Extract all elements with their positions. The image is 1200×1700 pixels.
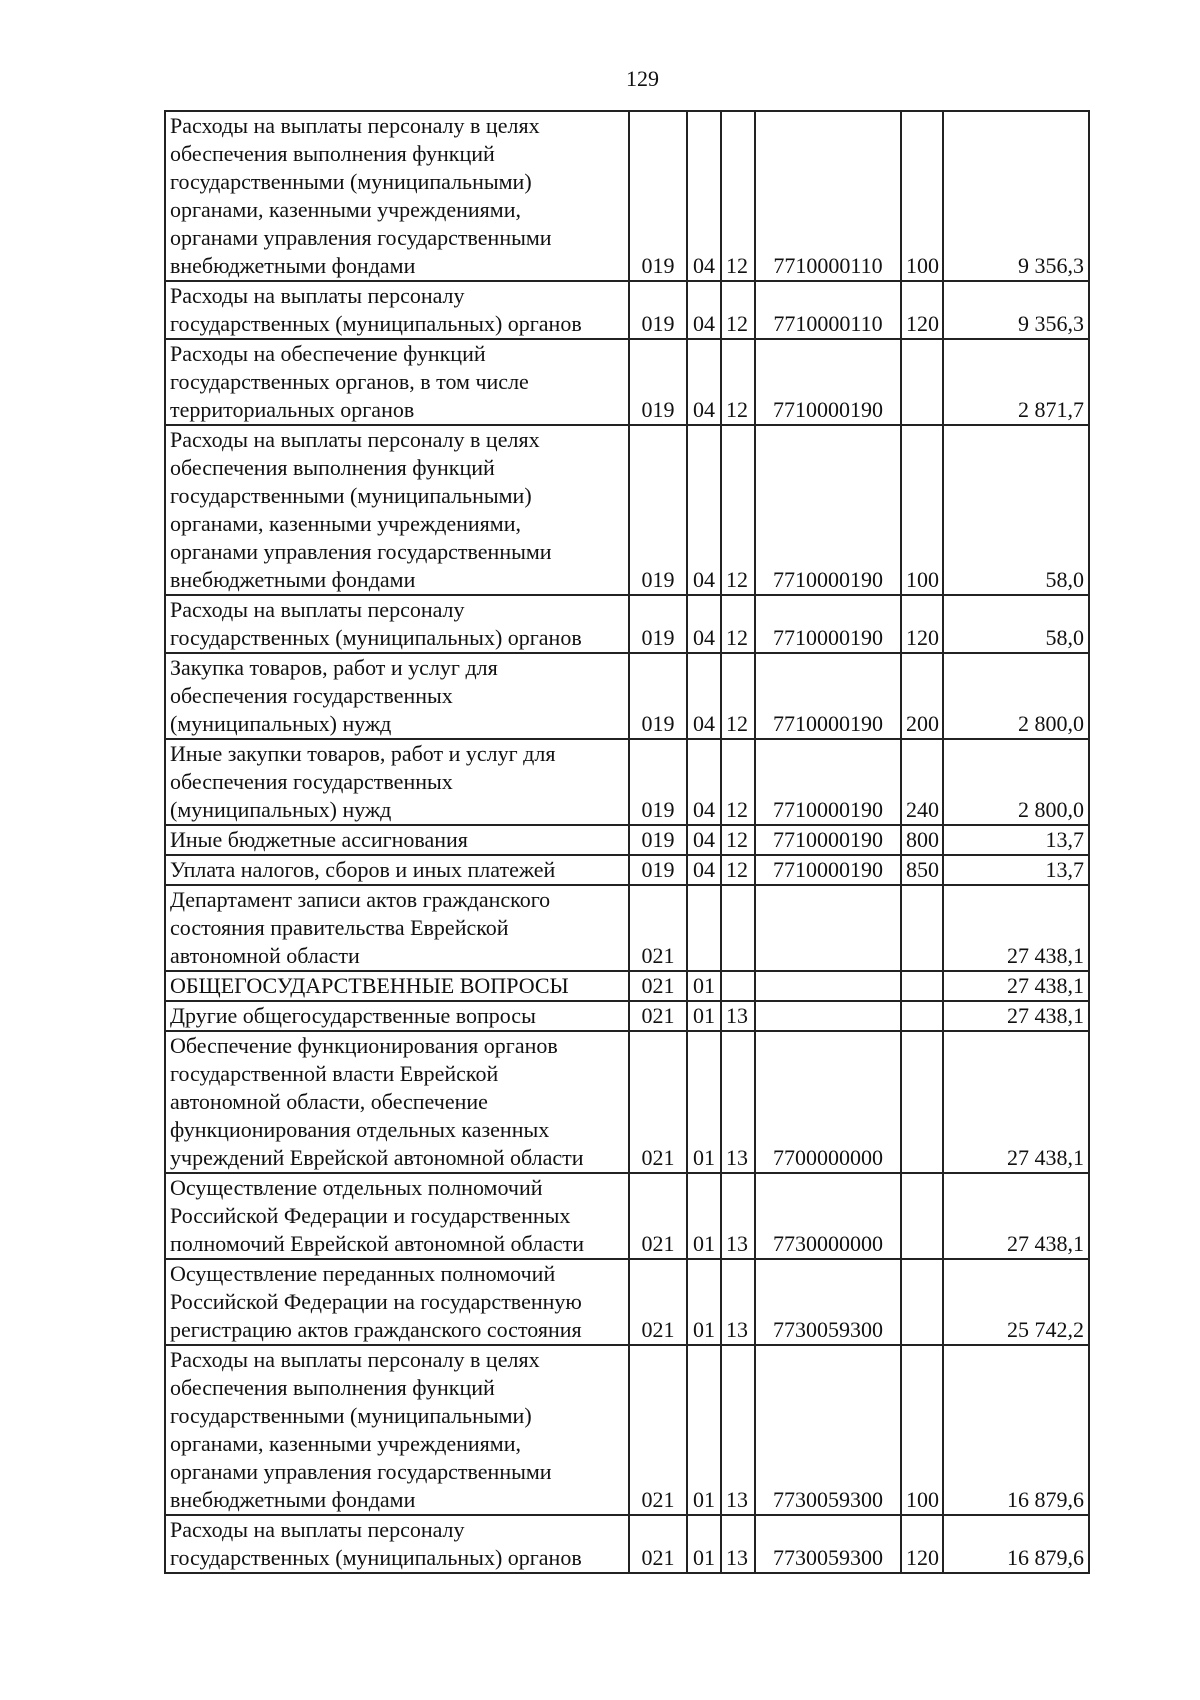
cell-target-article-code	[755, 971, 901, 1001]
table-row	[165, 1173, 1089, 1259]
cell-amount: 58,0	[943, 595, 1089, 653]
cell-amount: 27 438,1	[943, 885, 1089, 971]
table-row	[165, 739, 1089, 825]
cell-name: Иные бюджетные ассигнования	[165, 825, 629, 855]
cell-name: Осуществление переданных полномочий Российской Федерации на государственную регистрацию актов гражданского состояния	[165, 1259, 629, 1345]
cell-section-code: 04	[687, 111, 721, 281]
cell-expense-type-code	[901, 339, 943, 425]
cell-name: Расходы на выплаты персоналу в целях обеспечения выполнения функций государственными (муниципальными) органами, казенными учреждениями, органами управления государственными внебюджетными фондами	[165, 111, 629, 281]
cell-ved-code: 019	[629, 653, 687, 739]
cell-expense-type-code: 200	[901, 653, 943, 739]
cell-expense-type-code	[901, 1259, 943, 1345]
cell-name: Расходы на обеспечение функций государственных органов, в том числе территориальных органов	[165, 339, 629, 425]
cell-amount: 13,7	[943, 855, 1089, 885]
cell-ved-code: 019	[629, 855, 687, 885]
cell-name: Расходы на выплаты персоналу государственных (муниципальных) органов	[165, 1515, 629, 1573]
cell-subsection-code: 13	[721, 1031, 755, 1173]
cell-expense-type-code: 100	[901, 1345, 943, 1515]
cell-amount: 9 356,3	[943, 281, 1089, 339]
cell-amount: 27 438,1	[943, 1173, 1089, 1259]
table-row	[165, 339, 1089, 425]
cell-subsection-code	[721, 885, 755, 971]
cell-name: Расходы на выплаты персоналу государственных (муниципальных) органов	[165, 595, 629, 653]
cell-subsection-code: 12	[721, 595, 755, 653]
cell-ved-code: 021	[629, 1345, 687, 1515]
cell-ved-code: 021	[629, 971, 687, 1001]
cell-ved-code: 021	[629, 1259, 687, 1345]
cell-expense-type-code: 240	[901, 739, 943, 825]
table-row	[165, 885, 1089, 971]
cell-ved-code: 019	[629, 425, 687, 595]
cell-expense-type-code	[901, 1001, 943, 1031]
cell-name: Департамент записи актов гражданского состояния правительства Еврейской автономной области	[165, 885, 629, 971]
cell-name: Расходы на выплаты персоналу государственных (муниципальных) органов	[165, 281, 629, 339]
cell-amount: 25 742,2	[943, 1259, 1089, 1345]
table-row	[165, 1259, 1089, 1345]
cell-ved-code: 021	[629, 1515, 687, 1573]
cell-expense-type-code	[901, 1173, 943, 1259]
cell-section-code: 04	[687, 425, 721, 595]
cell-section-code: 04	[687, 825, 721, 855]
cell-name: Закупка товаров, работ и услуг для обеспечения государственных (муниципальных) нужд	[165, 653, 629, 739]
cell-name: Осуществление отдельных полномочий Российской Федерации и государственных полномочий Еврейской автономной области	[165, 1173, 629, 1259]
table-row	[165, 825, 1089, 855]
cell-target-article-code: 7710000190	[755, 653, 901, 739]
cell-expense-type-code: 100	[901, 111, 943, 281]
cell-target-article-code: 7730000000	[755, 1173, 901, 1259]
budget-table	[164, 110, 1090, 1574]
cell-target-article-code: 7730059300	[755, 1515, 901, 1573]
cell-target-article-code	[755, 1001, 901, 1031]
cell-target-article-code: 7700000000	[755, 1031, 901, 1173]
cell-ved-code: 019	[629, 339, 687, 425]
cell-subsection-code: 13	[721, 1001, 755, 1031]
table-row	[165, 595, 1089, 653]
cell-section-code: 01	[687, 1031, 721, 1173]
cell-section-code: 01	[687, 971, 721, 1001]
cell-amount: 27 438,1	[943, 1031, 1089, 1173]
cell-section-code: 01	[687, 1345, 721, 1515]
cell-ved-code: 019	[629, 739, 687, 825]
cell-subsection-code: 12	[721, 281, 755, 339]
table-row	[165, 971, 1089, 1001]
cell-expense-type-code: 100	[901, 425, 943, 595]
cell-expense-type-code	[901, 1031, 943, 1173]
cell-target-article-code: 7710000190	[755, 739, 901, 825]
cell-ved-code: 021	[629, 1001, 687, 1031]
cell-expense-type-code	[901, 885, 943, 971]
cell-expense-type-code: 120	[901, 281, 943, 339]
table-row	[165, 281, 1089, 339]
cell-subsection-code: 12	[721, 739, 755, 825]
cell-target-article-code: 7710000190	[755, 425, 901, 595]
cell-name: ОБЩЕГОСУДАРСТВЕННЫЕ ВОПРОСЫ	[165, 971, 629, 1001]
cell-section-code: 04	[687, 739, 721, 825]
cell-subsection-code	[721, 971, 755, 1001]
cell-subsection-code: 13	[721, 1259, 755, 1345]
cell-target-article-code: 7710000190	[755, 595, 901, 653]
table-row	[165, 1031, 1089, 1173]
cell-section-code: 01	[687, 1001, 721, 1031]
cell-ved-code: 019	[629, 111, 687, 281]
cell-ved-code: 019	[629, 595, 687, 653]
cell-target-article-code: 7710000190	[755, 825, 901, 855]
cell-amount: 27 438,1	[943, 1001, 1089, 1031]
cell-name: Уплата налогов, сборов и иных платежей	[165, 855, 629, 885]
budget-table-body	[165, 111, 1089, 1573]
table-row	[165, 1515, 1089, 1573]
cell-section-code: 04	[687, 281, 721, 339]
table-row	[165, 1345, 1089, 1515]
cell-amount: 13,7	[943, 825, 1089, 855]
cell-subsection-code: 12	[721, 111, 755, 281]
cell-expense-type-code: 850	[901, 855, 943, 885]
cell-section-code: 04	[687, 595, 721, 653]
cell-subsection-code: 12	[721, 855, 755, 885]
cell-expense-type-code: 800	[901, 825, 943, 855]
cell-ved-code: 021	[629, 1173, 687, 1259]
cell-section-code: 04	[687, 653, 721, 739]
cell-expense-type-code	[901, 971, 943, 1001]
cell-amount: 16 879,6	[943, 1515, 1089, 1573]
cell-section-code: 04	[687, 855, 721, 885]
cell-ved-code: 021	[629, 885, 687, 971]
cell-subsection-code: 13	[721, 1173, 755, 1259]
cell-section-code: 01	[687, 1173, 721, 1259]
table-row	[165, 425, 1089, 595]
table-row	[165, 1001, 1089, 1031]
cell-target-article-code	[755, 885, 901, 971]
cell-name: Расходы на выплаты персоналу в целях обеспечения выполнения функций государственными (муниципальными) органами, казенными учреждениями, органами управления государственными внебюджетными фондами	[165, 425, 629, 595]
cell-section-code: 01	[687, 1259, 721, 1345]
cell-section-code	[687, 885, 721, 971]
cell-target-article-code: 7730059300	[755, 1259, 901, 1345]
cell-target-article-code: 7710000190	[755, 339, 901, 425]
page-number: 129	[626, 66, 659, 91]
cell-name: Другие общегосударственные вопросы	[165, 1001, 629, 1031]
cell-subsection-code: 13	[721, 1345, 755, 1515]
cell-subsection-code: 13	[721, 1515, 755, 1573]
cell-amount: 2 800,0	[943, 739, 1089, 825]
cell-subsection-code: 12	[721, 825, 755, 855]
table-row	[165, 855, 1089, 885]
cell-amount: 27 438,1	[943, 971, 1089, 1001]
cell-target-article-code: 7710000110	[755, 281, 901, 339]
cell-section-code: 01	[687, 1515, 721, 1573]
table-row	[165, 653, 1089, 739]
cell-subsection-code: 12	[721, 425, 755, 595]
cell-amount: 2 871,7	[943, 339, 1089, 425]
cell-ved-code: 021	[629, 1031, 687, 1173]
cell-name: Обеспечение функционирования органов государственной власти Еврейской автономной области, обеспечение функционирования отдельных казенных учреждений Еврейской автономной области	[165, 1031, 629, 1173]
cell-target-article-code: 7710000110	[755, 111, 901, 281]
cell-target-article-code: 7730059300	[755, 1345, 901, 1515]
table-row	[165, 111, 1089, 281]
cell-target-article-code: 7710000190	[755, 855, 901, 885]
cell-name: Иные закупки товаров, работ и услуг для обеспечения государственных (муниципальных) нужд	[165, 739, 629, 825]
cell-section-code: 04	[687, 339, 721, 425]
cell-subsection-code: 12	[721, 653, 755, 739]
cell-amount: 58,0	[943, 425, 1089, 595]
cell-subsection-code: 12	[721, 339, 755, 425]
cell-amount: 2 800,0	[943, 653, 1089, 739]
cell-expense-type-code: 120	[901, 595, 943, 653]
cell-name: Расходы на выплаты персоналу в целях обеспечения выполнения функций государственными (муниципальными) органами, казенными учреждениями, органами управления государственными внебюджетными фондами	[165, 1345, 629, 1515]
cell-amount: 16 879,6	[943, 1345, 1089, 1515]
cell-ved-code: 019	[629, 825, 687, 855]
cell-expense-type-code: 120	[901, 1515, 943, 1573]
cell-amount: 9 356,3	[943, 111, 1089, 281]
cell-ved-code: 019	[629, 281, 687, 339]
